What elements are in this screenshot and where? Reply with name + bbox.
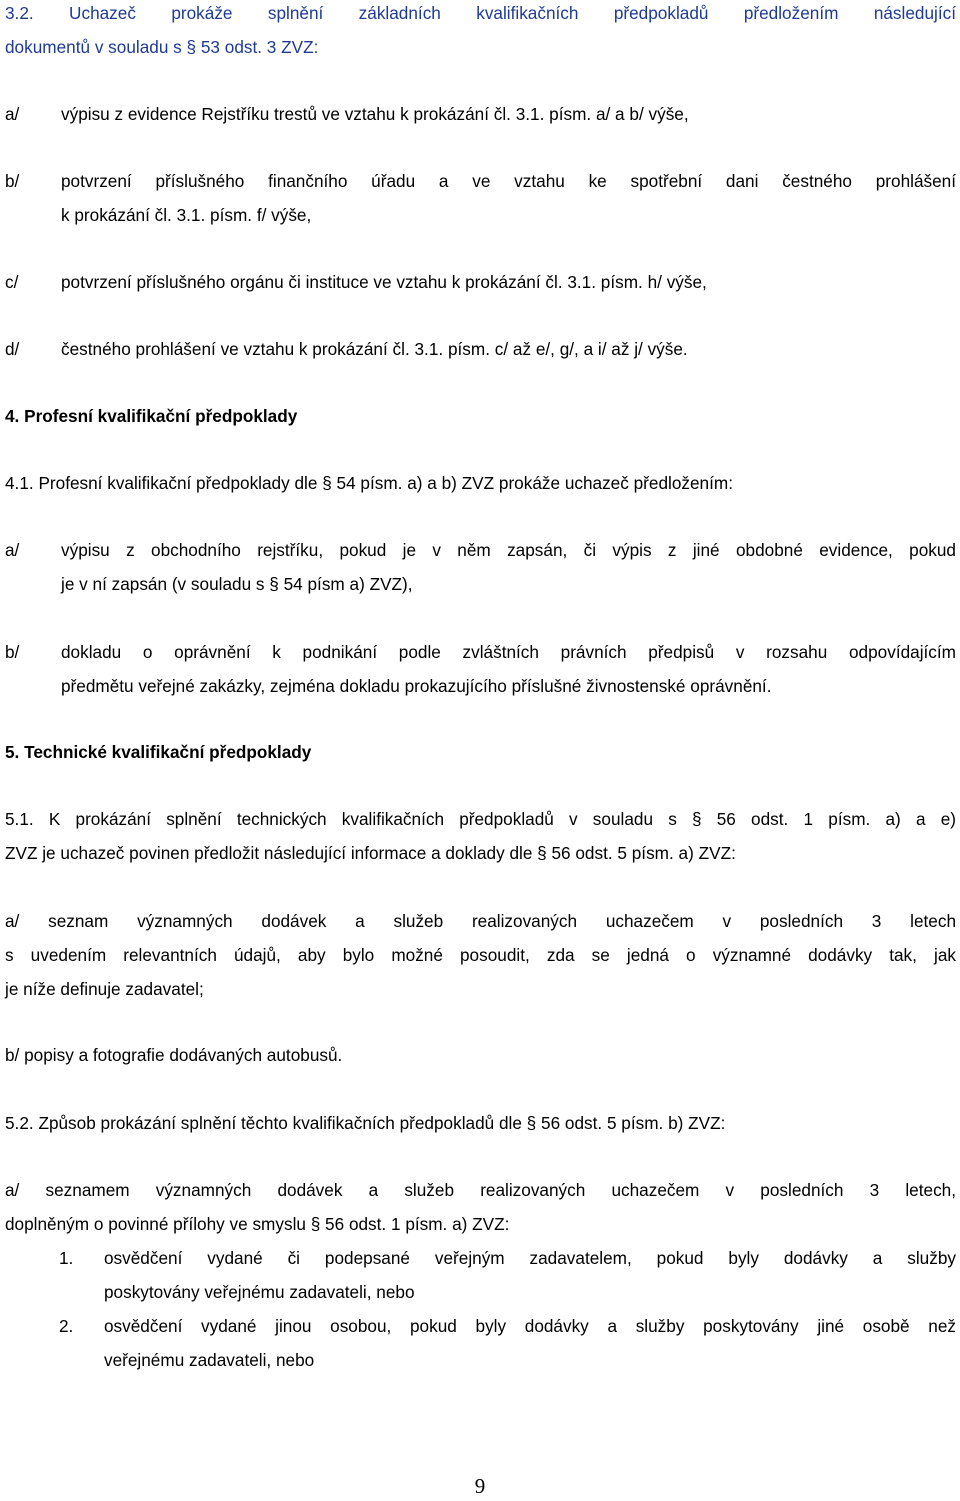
item-text: potvrzení příslušného finančního úřadu a ve vztahu ke spotřební dani čestného prohlášení <box>61 171 956 191</box>
paragraph-a-line-2: s uvedením relevantních údajů, aby bylo možné posoudit, zda se jedná o významné dodávky tak, jak <box>5 945 956 965</box>
section-5-1-line-1: 5.1. K prokázání splnění technických kvalifikačních předpokladů v souladu s § 56 odst. 1 písm. a) a e) <box>5 809 956 829</box>
item-label: b/ <box>5 171 20 191</box>
numbered-item-text: osvědčení vydané jinou osobou, pokud byly dodávky a služby poskytovány jiné osobě než <box>104 1316 956 1336</box>
item-label: d/ <box>5 339 20 359</box>
item-text: k prokázání čl. 3.1. písm. f/ výše, <box>61 205 312 225</box>
item-label: a/ <box>5 540 20 560</box>
paragraph-a2-line-1: a/ seznamem významných dodávek a služeb realizovaných uchazečem v posledních 3 letech, <box>5 1180 956 1200</box>
item-text: dokladu o oprávnění k podnikání podle zvláštních právních předpisů v rozsahu odpovídajícím <box>61 642 956 662</box>
section-3-2-line-2: dokumentů v souladu s § 53 odst. 3 ZVZ: <box>5 37 319 57</box>
item-text: je v ní zapsán (v souladu s § 54 písm a) ZVZ), <box>61 574 413 594</box>
paragraph-b: b/ popisy a fotografie dodávaných autobusů. <box>5 1045 343 1065</box>
page-number: 9 <box>474 1474 486 1498</box>
section-4-heading: 4. Profesní kvalifikační předpoklady <box>5 406 298 426</box>
item-text: potvrzení příslušného orgánu či instituce ve vztahu k prokázání čl. 3.1. písm. h/ výše, <box>61 272 707 292</box>
numbered-label: 2. <box>59 1316 74 1336</box>
item-text: čestného prohlášení ve vztahu k prokázání čl. 3.1. písm. c/ až e/, g/, a i/ až j/ výše. <box>61 339 688 359</box>
item-text: výpisu z obchodního rejstříku, pokud je v něm zapsán, či výpis z jiné obdobné evidence, pokud <box>61 540 956 560</box>
numbered-item-text: poskytovány veřejnému zadavateli, nebo <box>104 1282 415 1302</box>
section-5-2-text: 5.2. Způsob prokázání splnění těchto kvalifikačních předpokladů dle § 56 odst. 5 písm. b) ZVZ: <box>5 1113 726 1133</box>
section-5-1-line-2: ZVZ je uchazeč povinen předložit následující informace a doklady dle § 56 odst. 5 písm. a) ZVZ: <box>5 843 736 863</box>
numbered-label: 1. <box>59 1248 74 1268</box>
numbered-item-text: osvědčení vydané či podepsané veřejným zadavatelem, pokud byly dodávky a služby <box>104 1248 956 1268</box>
paragraph-a-line-3: je níže definuje zadavatel; <box>5 979 204 999</box>
section-3-2-line-1: 3.2. Uchazeč prokáže splnění základních kvalifikačních předpokladů předložením následující <box>5 3 956 23</box>
item-label: b/ <box>5 642 20 662</box>
section-4-1-text: 4.1. Profesní kvalifikační předpoklady dle § 54 písm. a) a b) ZVZ prokáže uchazeč předložením: <box>5 473 733 493</box>
paragraph-a2-line-2: doplněným o povinné přílohy ve smyslu § 56 odst. 1 písm. a) ZVZ: <box>5 1214 510 1234</box>
paragraph-a-line-1: a/ seznam významných dodávek a služeb realizovaných uchazečem v posledních 3 letech <box>5 911 956 931</box>
item-text: výpisu z evidence Rejstříku trestů ve vztahu k prokázání čl. 3.1. písm. a/ a b/ výše, <box>61 104 689 124</box>
numbered-item-text: veřejnému zadavateli, nebo <box>104 1350 315 1370</box>
item-label: a/ <box>5 104 20 124</box>
section-5-heading: 5. Technické kvalifikační předpoklady <box>5 742 312 762</box>
item-label: c/ <box>5 272 19 292</box>
item-text: předmětu veřejné zakázky, zejména dokladu prokazujícího příslušné živnostenské oprávnění. <box>61 676 772 696</box>
